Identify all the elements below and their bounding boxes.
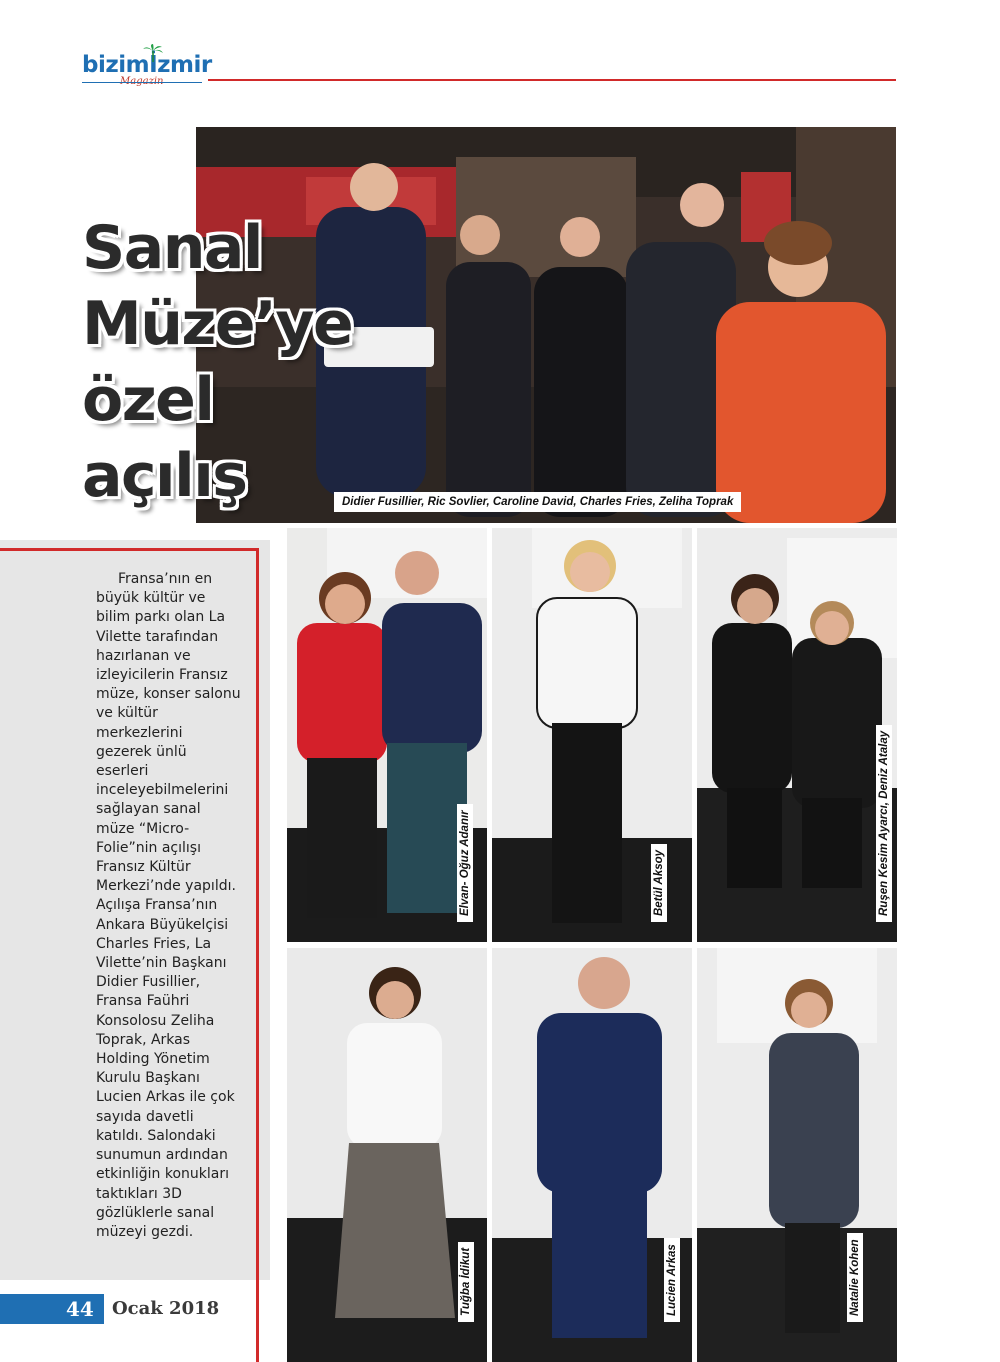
headline-line: özel <box>82 365 214 435</box>
main-photo-caption: Didier Fusillier, Ric Sovlier, Caroline David, Charles Fries, Zeliha Toprak <box>334 492 741 512</box>
palm-tree-icon <box>143 44 163 62</box>
photo-caption: Natalie Kohen <box>847 1233 863 1322</box>
photo-rusen-deniz <box>697 528 897 942</box>
magazine-logo <box>82 50 222 90</box>
photo-caption: Lucien Arkas <box>664 1238 680 1322</box>
photo-caption: Betül Aksoy <box>651 844 667 922</box>
photo-tugba-idikut <box>287 948 487 1362</box>
sidebar-right-border <box>256 548 259 1362</box>
issue-date: Ocak 2018 <box>112 1298 220 1319</box>
logo-text: bizimİzmir <box>82 52 212 78</box>
header-rule-blue <box>82 82 202 83</box>
photo-caption: Ruşen Kesim Ayarcı, Deniz Atalay <box>876 725 892 922</box>
header-rule <box>208 79 896 81</box>
photo-caption: Elvan- Oğuz Adanır <box>457 804 473 922</box>
photo-lucien-arkas <box>492 948 692 1362</box>
photo-natalie-kohen <box>697 948 897 1362</box>
headline-line: Müze’ye <box>82 289 353 359</box>
page-number: 44 <box>66 1297 94 1321</box>
article-headline <box>82 210 353 514</box>
sidebar-top-border <box>0 548 259 551</box>
headline-line: açılış <box>82 441 247 511</box>
article-body: Fransa’nın en büyük kültür ve bilim parkı olan La Vilette tarafından hazırlanan ve izleyicilerin Fransız müze, konser salonu ve kültür merkezlerini gezerek ünlü eserleri inceleyebilmelerini sağlayan sanal müze “Micro-Folie”nin açılışı Fransız Kültür Merkezi’nde yapıldı. Açılışa Fransa’nın Ankara Büyükelçisi Charles Fries, La Vilette’nin Başkanı Didier Fusillier, Fransa Faühri Konsolosu Zeliha Toprak, Arkas Holding Yönetim Kurulu Başkanı Lucien Arkas ile çok sayıda davetli katıldı. Salondaki sunumun ardından etkinliğin konukları taktıkları 3D gözlüklerle sanal müzeyi gezdi. <box>96 571 241 1240</box>
headline-line: Sanal <box>82 213 262 283</box>
photo-caption: Tuğba İdikut <box>458 1242 474 1322</box>
